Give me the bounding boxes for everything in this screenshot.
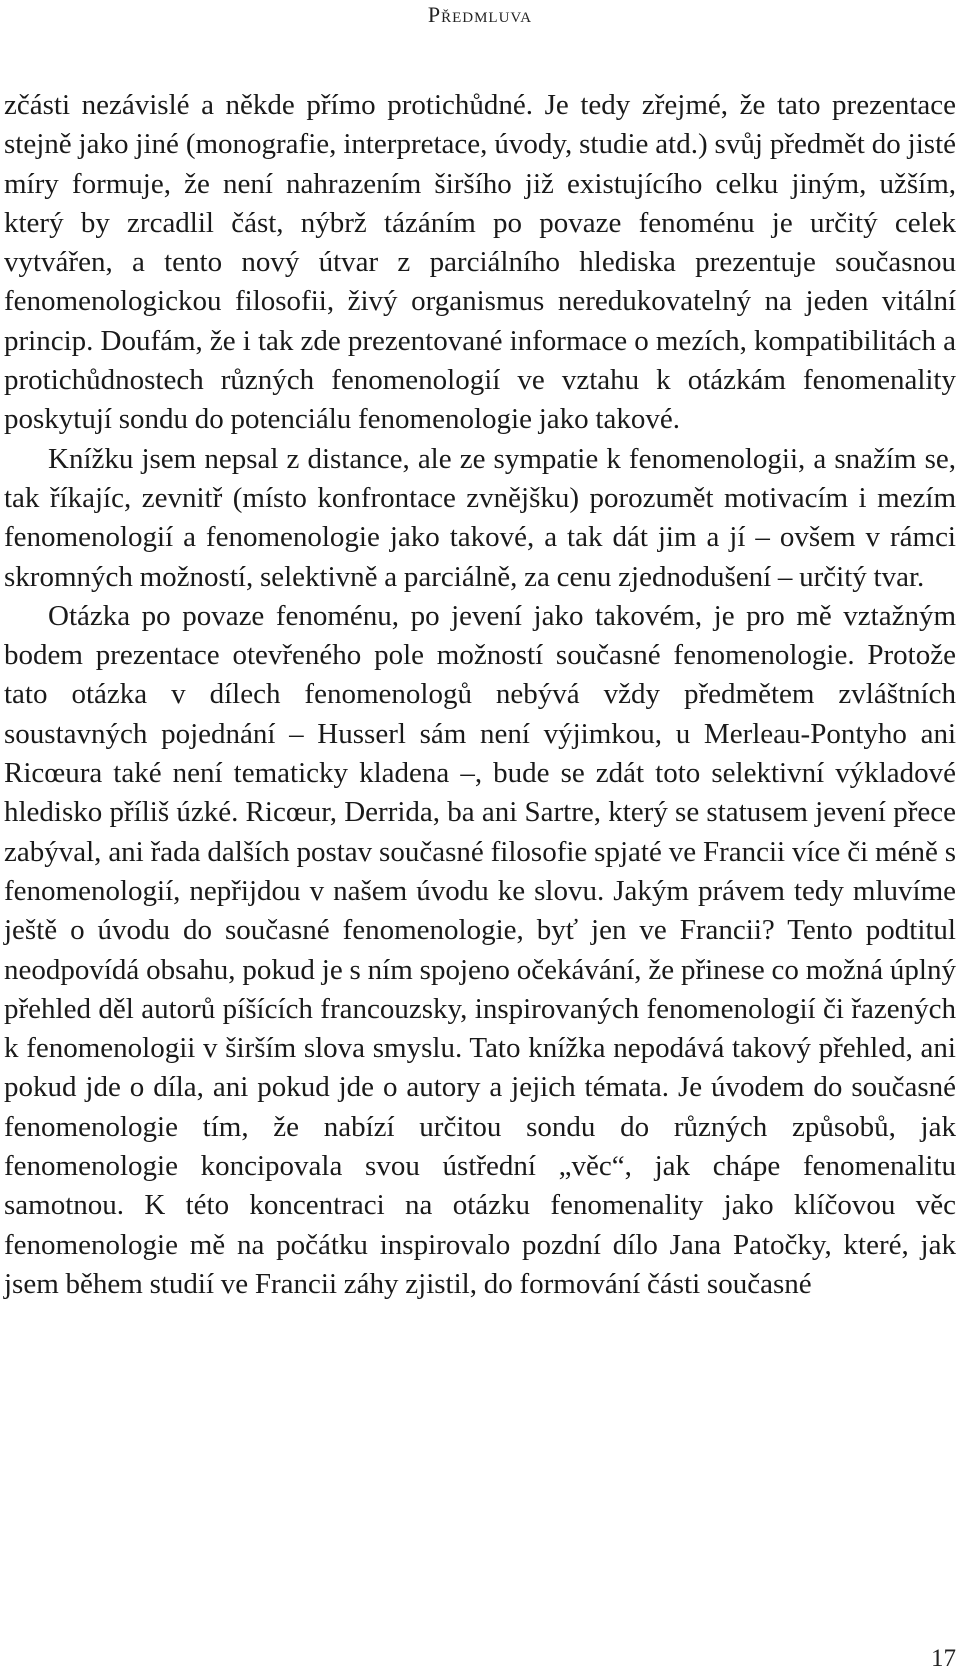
- body-text: [4, 86, 956, 1304]
- running-head: Předmluva: [427, 2, 533, 27]
- paragraph-2: Knížku jsem nepsal z distance, ale ze sympatie k fenomenologii, a snažím se, tak říkajíc, zevnitř (místo konfrontace zvnějšku) porozumět motivacím i mezím fenomenologií a fenomenologie jako takové, a tak dát jim a jí – ovšem v rámci skromných možností, selektivně a parciálně, za cenu zjednodušení – určitý tvar.: [4, 442, 956, 593]
- paragraph-3: Otázka po povaze fenoménu, po jevení jako takovém, je pro mě vztažným bodem prezentace otevřeného pole možností současné fenomenologie. Protože tato otázka v dílech fenomenologů nebývá vždy předmětem zvláštních soustavných pojednání – Husserl sám není výjimkou, u Merleau-Pontyho ani Ricœura také není tematicky kladena –, bude se zdát toto selektivní výkladové hledisko příliš úzké. Ricœur, Derrida, ba ani Sartre, který se statusem jevení přece zabýval, ani řada dalších postav současné filosofie spjaté ve Francii více či méně s fenomenologií, nepřijdou v našem úvodu ke slovu. Jakým právem tedy mluvíme ještě o úvodu do současné fenomenologie, byť jen ve Francii? Tento podtitul neodpovídá obsahu, pokud je s ním spojeno očekávání, že přinese co možná úplný přehled děl autorů píšících francouzsky, inspirovaných fenomenologií či řazených k fenomenologii v širším slova smyslu. Tato knížka nepodává takový přehled, ani pokud jde o díla, ani pokud jde o autory a jejich témata. Je úvodem do současné fenomenologie tím, že nabízí určitou sondu do různých způsobů, jak fenomenologie koncipovala svou ústřední „věc“, jak chápe fenomenalitu samotnou. K této koncentraci na otázku fenomenality jako klíčovou věc fenomenologie mě na počátku inspirovalo pozdní dílo Jana Patočky, které, jak jsem během studií ve Francii záhy zjistil, do formování části současné: [4, 599, 956, 1300]
- paragraph-1: zčásti nezávislé a někde přímo protichůdné. Je tedy zřejmé, že tato prezentace stejně jako jiné (monografie, interpretace, úvody, studie atd.) svůj předmět do jisté míry formuje, že není nahrazením širšího již existujícího celku jiným, užším, který by zrcadlil část, nýbrž tázáním po povaze fenoménu je určitý celek vytvářen, a tento nový útvar z parciálního hlediska prezentuje současnou fenomenologickou filosofii, živý organismus neredukovatelný na jeden vitální princip. Doufám, že i tak zde prezentované informace o mezích, kompatibilitách a protichůdnostech různých fenomenologií ve vztahu k otázkám fenomenality poskytují sondu do potenciálu fenomenologie jako takové.: [4, 89, 956, 436]
- page-number: 17: [931, 1645, 956, 1672]
